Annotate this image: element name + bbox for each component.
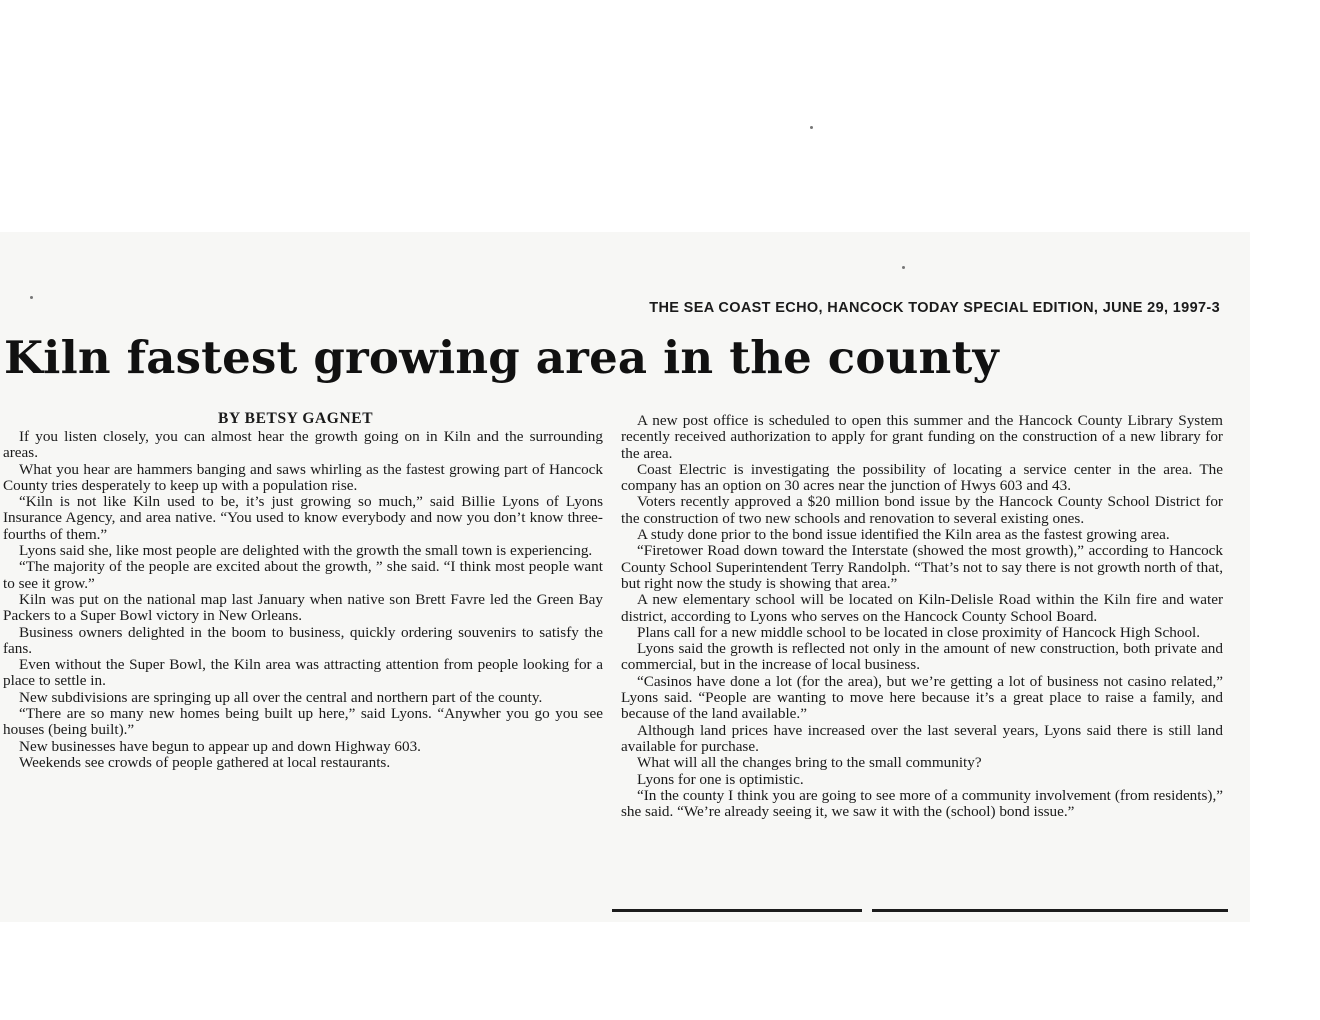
- dateline: THE SEA COAST ECHO, HANCOCK TODAY SPECIAL EDITION, JUNE 29, 1997-3: [649, 300, 1220, 316]
- paragraph: “There are so many new homes being built up here,” said Lyons. “Anywher you go you see houses (being built).”: [3, 705, 603, 739]
- paragraph: What you hear are hammers banging and saws whirling as the fastest growing part of Hancock County tries desperately to keep up with a population rise.: [3, 460, 603, 494]
- paragraph: What will all the changes bring to the small community?: [637, 754, 982, 772]
- paragraph: Even without the Super Bowl, the Kiln area was attracting attention from people looking for a place to settle in.: [3, 656, 603, 690]
- paragraph: A new elementary school will be located on Kiln-Delisle Road within the Kiln fire and water district, according to Lyons who serves on the Hancock County School Board.: [621, 591, 1223, 625]
- paragraph: Lyons said the growth is reflected not only in the amount of new construction, both private and commercial, but in the increase of local business.: [621, 640, 1223, 674]
- paragraph: “Kiln is not like Kiln used to be, it’s just growing so much,” said Billie Lyons of Lyons Insurance Agency, and area native. “You used to know everybody and now you don’t know three-fourths of them.”: [3, 493, 603, 543]
- paragraph: Voters recently approved a $20 million bond issue by the Hancock County School District for the construction of two new schools and renovation to several existing ones.: [621, 493, 1223, 527]
- paragraph: New subdivisions are springing up all over the central and northern part of the county.: [19, 688, 543, 706]
- paragraph: Lyons said she, like most people are delighted with the growth the small town is experiencing.: [19, 542, 593, 560]
- paragraph: “Casinos have done a lot (for the area), but we’re getting a lot of business not casino related,” Lyons said. “People are wanting to move here because it’s a great place to raise a family, and because of the land available.”: [621, 672, 1223, 723]
- headline: Kiln fastest growing area in the county: [4, 331, 999, 384]
- paragraph: Coast Electric is investigating the possibility of locating a service center in the area. The company has an option on 30 acres near the junction of Hwys 603 and 43.: [621, 460, 1223, 495]
- paragraph: Plans call for a new middle school to be located in close proximity of Hancock High School.: [637, 623, 1201, 641]
- column-end-rule: [872, 909, 1228, 912]
- paragraph: A study done prior to the bond issue identified the Kiln area as the fastest growing area.: [637, 526, 1170, 544]
- paragraph: New businesses have begun to appear up and down Highway 603.: [19, 737, 421, 755]
- scan-speck: [902, 266, 905, 269]
- paragraph: “In the county I think you are going to see more of a community involvement (from residents),” she said. “We’re already seeing it, we saw it with the (school) bond issue.”: [621, 786, 1223, 821]
- scan-speck: [810, 126, 813, 129]
- paragraph: “Firetower Road down toward the Interstate (showed the most growth),” according to Hancock County School Superintendent Terry Randolph. “That’s not to say there is not growth north of that, but right now the study is showing that area.”: [621, 542, 1223, 592]
- paragraph: Lyons for one is optimistic.: [637, 770, 804, 788]
- paragraph: If you listen closely, you can almost hear the growth going on in Kiln and the surrounding areas.: [3, 428, 603, 462]
- column-end-rule: [612, 909, 862, 912]
- byline: BY BETSY GAGNET: [218, 410, 374, 427]
- paragraph: A new post office is scheduled to open this summer and the Hancock County Library System recently received authorization to apply for grant funding on the construction of a new library for the area.: [621, 412, 1223, 462]
- paragraph: Business owners delighted in the boom to business, quickly ordering souvenirs to satisfy the fans.: [3, 623, 603, 657]
- right-column: [621, 413, 1223, 820]
- paragraph: “The majority of the people are excited about the growth, ” she said. “I think most people want to see it grow.”: [3, 558, 603, 592]
- paragraph: Although land prices have increased over the last several years, Lyons said there is still land available for purchase.: [621, 721, 1223, 755]
- paragraph: Kiln was put on the national map last January when native son Brett Favre led the Green Bay Packers to a Super Bowl victory in New Orleans.: [3, 590, 603, 625]
- scan-speck: [30, 296, 33, 299]
- left-column: [3, 429, 603, 771]
- paragraph: Weekends see crowds of people gathered at local restaurants.: [19, 753, 391, 771]
